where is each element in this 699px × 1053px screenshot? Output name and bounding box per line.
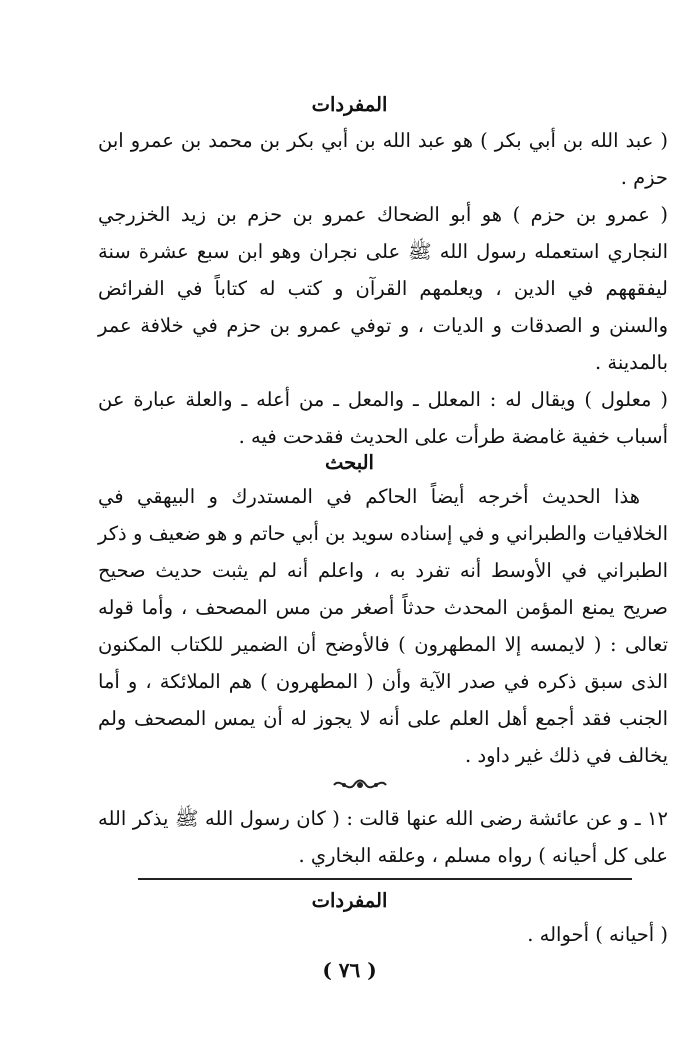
heading-mufradat: المفردات xyxy=(311,93,388,116)
footnote-divider xyxy=(138,878,632,880)
hadith-section xyxy=(98,800,668,874)
page-number: ( ٧٦ ) xyxy=(322,958,377,982)
vocab-entry-ahyanih: ( أحيانه ) أحواله . xyxy=(527,923,668,946)
vocab-entry-abdullah: ( عبد الله بن أبي بكر ) هو عبد الله بن أبي بكر بن محمد بن عمرو ابن حزم . xyxy=(98,129,668,189)
vocab-section-2 xyxy=(98,916,668,953)
ornament-divider-icon xyxy=(330,775,390,795)
vocab-section xyxy=(98,122,668,455)
heading-mufradat-2: المفردات xyxy=(311,889,388,912)
vocab-entry-malul: ( معلول ) ويقال له : المعلل ـ والمعل ـ من أعله ـ والعلة عبارة عن أسباب خفية غامضة طرأت على الحديث فقدحت فيه . xyxy=(98,388,668,448)
heading-bahth: البحث xyxy=(325,451,374,474)
hadith-12-text: ١٢ ـ و عن عائشة رضى الله عنها قالت : ( كان رسول الله ﷺ يذكر الله على كل أحيانه ) رواه مسلم ، وعلقه البخاري . xyxy=(98,807,668,867)
discussion-paragraph: هذا الحديث أخرجه أيضاً الحاكم في المستدرك و البيهقي في الخلافيات والطبراني و في إسناده سويد بن أبي حاتم و هو ضعيف و ذكر الطبراني في الأوسط أنه تفرد به ، واعلم أنه لم يثبت حديث صحيح صريح يمنع المؤمن المحدث حدثاً أصغر من مس المصحف ، وأما قوله تعالى : ( لايمسه إلا المطهرون ) فالأوضح أن الضمير للكتاب المكنون الذى سبق ذكره في صدر الآية وأن ( المطهرون ) هم الملائكة ، و أما الجنب فقد أجمع أهل العلم على أنه لا يجوز له أن يمس المصحف ولم يخالف في ذلك غير داود . xyxy=(98,485,668,767)
vocab-entry-amr: ( عمرو بن حزم ) هو أبو الضحاك عمرو بن حزم بن زيد الخزرجي النجاري استعمله رسول الله ﷺ على نجران وهو ابن سبع عشرة سنة ليفقههم في الدين ، ويعلمهم القرآن و كتب له كتاباً في الفرائض والسنن و الصدقات و الديات ، و توفي عمرو بن حزم في خلافة عمر بالمدينة . xyxy=(98,203,668,374)
discussion-section xyxy=(98,478,668,774)
